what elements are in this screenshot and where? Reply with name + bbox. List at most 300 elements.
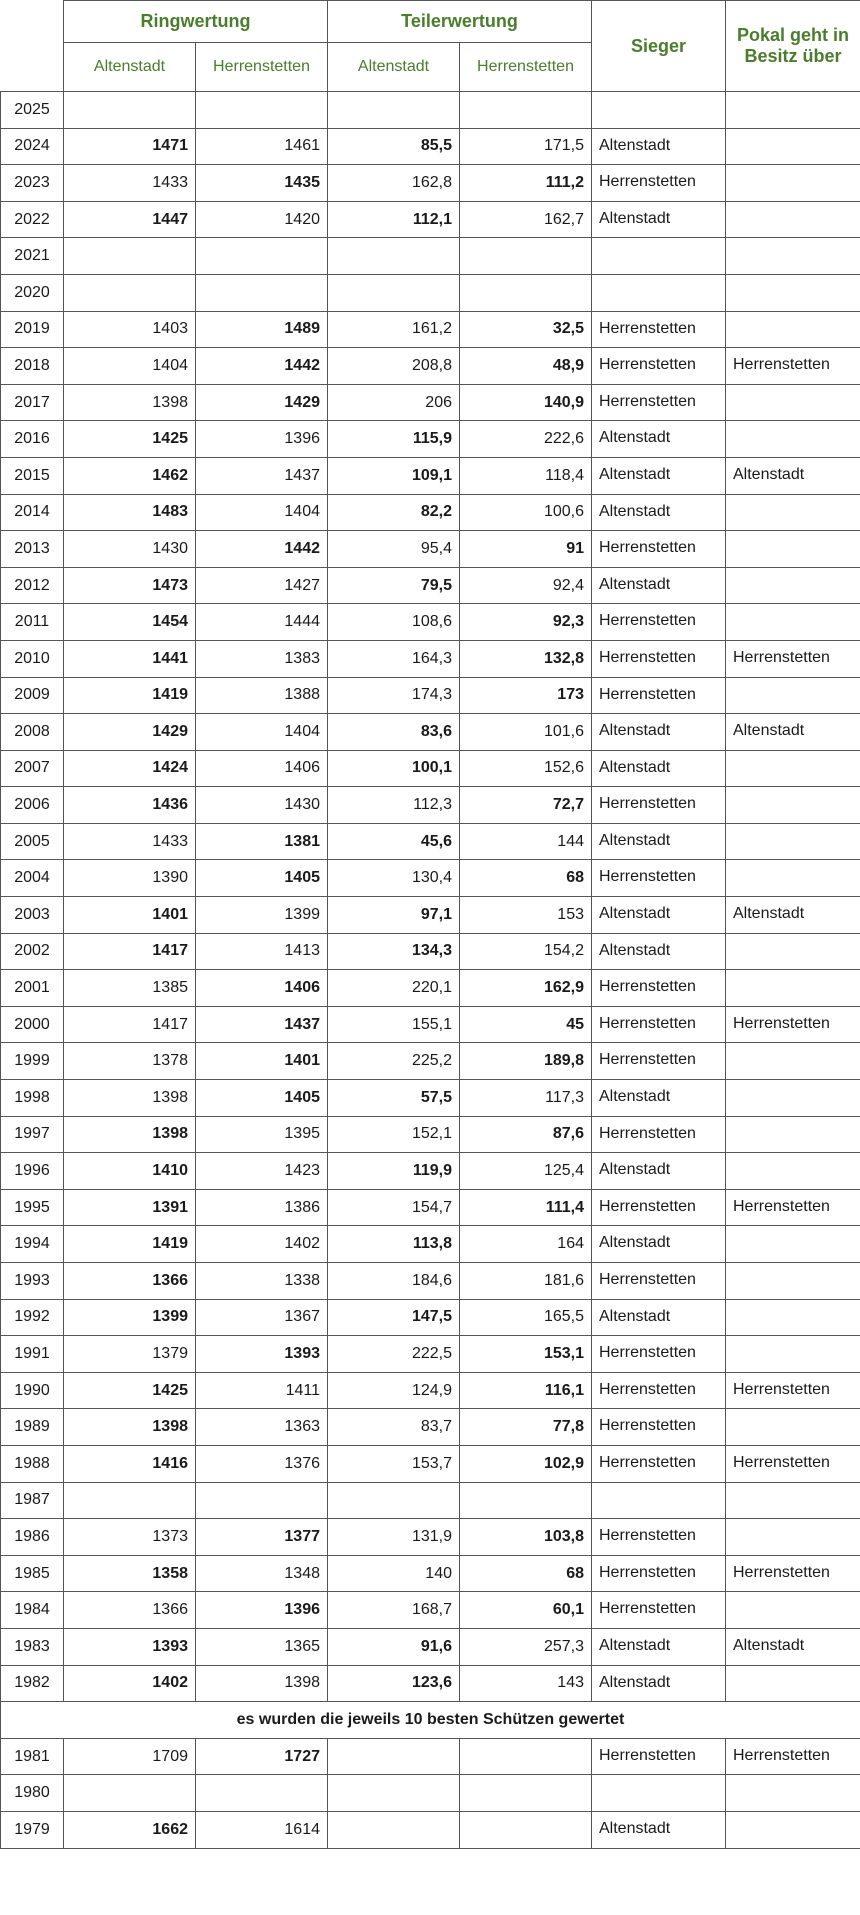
- sieger-cell: Herrenstetten: [592, 1189, 726, 1226]
- pokal-cell: [726, 823, 860, 860]
- teiler-herrenstetten-cell: [460, 238, 592, 275]
- sieger-cell: Altenstadt: [592, 1080, 726, 1117]
- table-row: [1, 348, 860, 385]
- sieger-cell: Altenstadt: [592, 457, 726, 494]
- ring-herrenstetten-cell: 1393: [196, 1336, 328, 1373]
- ring-herrenstetten-cell: 1401: [196, 1043, 328, 1080]
- pokal-cell: [726, 1226, 860, 1263]
- year-cell: 2025: [1, 92, 64, 129]
- table-row: [1, 1665, 860, 1702]
- ring-herrenstetten-cell: [196, 92, 328, 129]
- table-row: [1, 274, 860, 311]
- ring-altenstadt-cell: [64, 274, 196, 311]
- ring-altenstadt-cell: 1398: [64, 1409, 196, 1446]
- ring-herrenstetten-cell: 1727: [196, 1738, 328, 1775]
- table-row: [1, 1519, 860, 1556]
- teiler-herrenstetten-cell: 111,4: [460, 1189, 592, 1226]
- pokal-cell: [726, 1409, 860, 1446]
- year-cell: 1994: [1, 1226, 64, 1263]
- teiler-altenstadt-cell: [328, 274, 460, 311]
- teiler-herrenstetten-cell: 92,3: [460, 604, 592, 641]
- ring-herrenstetten-cell: [196, 274, 328, 311]
- ring-herrenstetten-cell: 1404: [196, 714, 328, 751]
- year-cell: 2000: [1, 1006, 64, 1043]
- year-cell: 1982: [1, 1665, 64, 1702]
- sieger-cell: [592, 238, 726, 275]
- table-row: [1, 1775, 860, 1812]
- sieger-cell: Herrenstetten: [592, 1738, 726, 1775]
- table-row: [1, 238, 860, 275]
- sieger-cell: Herrenstetten: [592, 787, 726, 824]
- table-row: [1, 531, 860, 568]
- teiler-herrenstetten-cell: [460, 92, 592, 129]
- table-row: [1, 201, 860, 238]
- ring-herrenstetten-cell: 1381: [196, 823, 328, 860]
- sieger-cell: Herrenstetten: [592, 1409, 726, 1446]
- table-row: [1, 128, 860, 165]
- year-cell: 2016: [1, 421, 64, 458]
- year-cell: 1983: [1, 1628, 64, 1665]
- pokal-cell: [726, 274, 860, 311]
- teiler-herrenstetten-cell: 162,9: [460, 970, 592, 1007]
- teiler-altenstadt-cell: 134,3: [328, 933, 460, 970]
- table-row: [1, 933, 860, 970]
- ring-altenstadt-cell: [64, 1482, 196, 1519]
- ring-altenstadt-cell: 1404: [64, 348, 196, 385]
- header-teiler-herrenstetten: Herrenstetten: [460, 43, 592, 92]
- sieger-cell: Herrenstetten: [592, 1336, 726, 1373]
- sieger-cell: Herrenstetten: [592, 860, 726, 897]
- ring-herrenstetten-cell: 1404: [196, 494, 328, 531]
- ring-altenstadt-cell: 1483: [64, 494, 196, 531]
- table-row: [1, 384, 860, 421]
- sieger-cell: [592, 92, 726, 129]
- teiler-herrenstetten-cell: 165,5: [460, 1299, 592, 1336]
- ring-altenstadt-cell: 1662: [64, 1811, 196, 1848]
- table-row: [1, 1445, 860, 1482]
- sieger-cell: Altenstadt: [592, 897, 726, 934]
- year-cell: 2017: [1, 384, 64, 421]
- ring-altenstadt-cell: 1425: [64, 1372, 196, 1409]
- ring-herrenstetten-cell: 1396: [196, 421, 328, 458]
- pokal-cell: Herrenstetten: [726, 1006, 860, 1043]
- pokal-cell: [726, 494, 860, 531]
- year-cell: 1984: [1, 1592, 64, 1629]
- table-row: [1, 421, 860, 458]
- sieger-cell: Altenstadt: [592, 1299, 726, 1336]
- teiler-altenstadt-cell: [328, 1738, 460, 1775]
- year-cell: 1988: [1, 1445, 64, 1482]
- teiler-herrenstetten-cell: 222,6: [460, 421, 592, 458]
- ring-altenstadt-cell: 1385: [64, 970, 196, 1007]
- year-cell: 2018: [1, 348, 64, 385]
- teiler-altenstadt-cell: 109,1: [328, 457, 460, 494]
- ring-herrenstetten-cell: 1405: [196, 860, 328, 897]
- teiler-altenstadt-cell: [328, 1482, 460, 1519]
- teiler-herrenstetten-cell: 118,4: [460, 457, 592, 494]
- ring-herrenstetten-cell: 1444: [196, 604, 328, 641]
- ring-herrenstetten-cell: 1396: [196, 1592, 328, 1629]
- ring-altenstadt-cell: 1399: [64, 1299, 196, 1336]
- pokal-cell: Altenstadt: [726, 1628, 860, 1665]
- table-row: [1, 604, 860, 641]
- sieger-cell: Altenstadt: [592, 567, 726, 604]
- pokal-cell: [726, 1592, 860, 1629]
- teiler-herrenstetten-cell: 92,4: [460, 567, 592, 604]
- teiler-herrenstetten-cell: 101,6: [460, 714, 592, 751]
- pokal-cell: Herrenstetten: [726, 1372, 860, 1409]
- table-row: [1, 1409, 860, 1446]
- ring-herrenstetten-cell: 1614: [196, 1811, 328, 1848]
- table-header: [1, 1, 860, 92]
- teiler-altenstadt-cell: 208,8: [328, 348, 460, 385]
- ring-herrenstetten-cell: 1406: [196, 750, 328, 787]
- teiler-altenstadt-cell: 100,1: [328, 750, 460, 787]
- teiler-altenstadt-cell: 174,3: [328, 677, 460, 714]
- teiler-altenstadt-cell: 95,4: [328, 531, 460, 568]
- teiler-herrenstetten-cell: [460, 1482, 592, 1519]
- teiler-herrenstetten-cell: 162,7: [460, 201, 592, 238]
- table-row: [1, 1811, 860, 1848]
- pokal-cell: [726, 1665, 860, 1702]
- table-row: [1, 714, 860, 751]
- sieger-cell: Altenstadt: [592, 714, 726, 751]
- ring-altenstadt-cell: 1417: [64, 933, 196, 970]
- table-row: [1, 165, 860, 202]
- pokal-cell: [726, 567, 860, 604]
- ring-altenstadt-cell: 1401: [64, 897, 196, 934]
- table-body: [1, 92, 860, 1849]
- year-cell: 2009: [1, 677, 64, 714]
- sieger-cell: Herrenstetten: [592, 1445, 726, 1482]
- table-row: [1, 92, 860, 129]
- pokal-cell: [726, 1811, 860, 1848]
- ring-herrenstetten-cell: 1365: [196, 1628, 328, 1665]
- header-teilerwertung: Teilerwertung: [328, 1, 592, 43]
- ring-herrenstetten-cell: 1402: [196, 1226, 328, 1263]
- pokal-cell: [726, 604, 860, 641]
- teiler-altenstadt-cell: [328, 1811, 460, 1848]
- teiler-herrenstetten-cell: 68: [460, 860, 592, 897]
- ring-herrenstetten-cell: 1461: [196, 128, 328, 165]
- header-ringwertung: Ringwertung: [64, 1, 328, 43]
- table-row: [1, 1043, 860, 1080]
- pokal-cell: [726, 421, 860, 458]
- ring-herrenstetten-cell: 1420: [196, 201, 328, 238]
- pokal-cell: [726, 1299, 860, 1336]
- ring-altenstadt-cell: 1454: [64, 604, 196, 641]
- pokal-cell: [726, 1116, 860, 1153]
- ring-altenstadt-cell: 1391: [64, 1189, 196, 1226]
- pokal-cell: Altenstadt: [726, 457, 860, 494]
- table-row: [1, 677, 860, 714]
- ring-herrenstetten-cell: 1435: [196, 165, 328, 202]
- teiler-altenstadt-cell: 206: [328, 384, 460, 421]
- teiler-herrenstetten-cell: 32,5: [460, 311, 592, 348]
- ring-herrenstetten-cell: 1376: [196, 1445, 328, 1482]
- ring-altenstadt-cell: 1398: [64, 384, 196, 421]
- ring-herrenstetten-cell: 1406: [196, 970, 328, 1007]
- pokal-cell: [726, 238, 860, 275]
- teiler-herrenstetten-cell: 87,6: [460, 1116, 592, 1153]
- ring-herrenstetten-cell: 1411: [196, 1372, 328, 1409]
- table-row: [1, 1592, 860, 1629]
- table-row: [1, 567, 860, 604]
- ring-herrenstetten-cell: 1427: [196, 567, 328, 604]
- year-cell: 2003: [1, 897, 64, 934]
- teiler-herrenstetten-cell: 189,8: [460, 1043, 592, 1080]
- ring-herrenstetten-cell: 1437: [196, 457, 328, 494]
- year-cell: 2012: [1, 567, 64, 604]
- year-cell: 1996: [1, 1153, 64, 1190]
- teiler-altenstadt-cell: 124,9: [328, 1372, 460, 1409]
- ring-altenstadt-cell: 1471: [64, 128, 196, 165]
- year-cell: 1989: [1, 1409, 64, 1446]
- pokal-cell: [726, 1153, 860, 1190]
- teiler-altenstadt-cell: 97,1: [328, 897, 460, 934]
- teiler-herrenstetten-cell: 111,2: [460, 165, 592, 202]
- sieger-cell: Herrenstetten: [592, 348, 726, 385]
- teiler-herrenstetten-cell: 181,6: [460, 1263, 592, 1300]
- year-cell: 2022: [1, 201, 64, 238]
- teiler-altenstadt-cell: 130,4: [328, 860, 460, 897]
- teiler-altenstadt-cell: 164,3: [328, 640, 460, 677]
- year-cell: 1985: [1, 1555, 64, 1592]
- ring-altenstadt-cell: 1378: [64, 1043, 196, 1080]
- sieger-cell: Altenstadt: [592, 1226, 726, 1263]
- teiler-altenstadt-cell: [328, 238, 460, 275]
- teiler-altenstadt-cell: 45,6: [328, 823, 460, 860]
- teiler-altenstadt-cell: 108,6: [328, 604, 460, 641]
- ring-herrenstetten-cell: 1395: [196, 1116, 328, 1153]
- sieger-cell: Herrenstetten: [592, 165, 726, 202]
- pokal-cell: Herrenstetten: [726, 1555, 860, 1592]
- ring-altenstadt-cell: [64, 238, 196, 275]
- ring-herrenstetten-cell: 1367: [196, 1299, 328, 1336]
- year-cell: 1997: [1, 1116, 64, 1153]
- teiler-herrenstetten-cell: [460, 1775, 592, 1812]
- year-cell: 1986: [1, 1519, 64, 1556]
- teiler-herrenstetten-cell: 257,3: [460, 1628, 592, 1665]
- teiler-herrenstetten-cell: 152,6: [460, 750, 592, 787]
- year-cell: 2002: [1, 933, 64, 970]
- teiler-herrenstetten-cell: 173: [460, 677, 592, 714]
- ring-altenstadt-cell: [64, 92, 196, 129]
- sieger-cell: Herrenstetten: [592, 1116, 726, 1153]
- header-teiler-altenstadt: Altenstadt: [328, 43, 460, 92]
- sieger-cell: Herrenstetten: [592, 1006, 726, 1043]
- sieger-cell: [592, 1775, 726, 1812]
- ring-altenstadt-cell: 1393: [64, 1628, 196, 1665]
- teiler-herrenstetten-cell: 143: [460, 1665, 592, 1702]
- teiler-altenstadt-cell: 83,6: [328, 714, 460, 751]
- ring-herrenstetten-cell: 1423: [196, 1153, 328, 1190]
- teiler-herrenstetten-cell: 154,2: [460, 933, 592, 970]
- teiler-herrenstetten-cell: 164: [460, 1226, 592, 1263]
- teiler-herrenstetten-cell: 132,8: [460, 640, 592, 677]
- pokal-cell: Herrenstetten: [726, 348, 860, 385]
- table-row: [1, 860, 860, 897]
- teiler-altenstadt-cell: 85,5: [328, 128, 460, 165]
- teiler-herrenstetten-cell: 45: [460, 1006, 592, 1043]
- teiler-herrenstetten-cell: 125,4: [460, 1153, 592, 1190]
- pokal-cell: [726, 92, 860, 129]
- pokal-cell: Herrenstetten: [726, 1445, 860, 1482]
- ring-altenstadt-cell: [64, 1775, 196, 1812]
- ring-herrenstetten-cell: 1430: [196, 787, 328, 824]
- sieger-cell: Herrenstetten: [592, 604, 726, 641]
- header-sieger: Sieger: [592, 1, 726, 92]
- ring-altenstadt-cell: 1709: [64, 1738, 196, 1775]
- teiler-altenstadt-cell: 147,5: [328, 1299, 460, 1336]
- ring-altenstadt-cell: 1473: [64, 567, 196, 604]
- table-row: [1, 1226, 860, 1263]
- sieger-cell: Altenstadt: [592, 933, 726, 970]
- table-row: [1, 1628, 860, 1665]
- teiler-altenstadt-cell: 220,1: [328, 970, 460, 1007]
- table-row: [1, 457, 860, 494]
- teiler-altenstadt-cell: [328, 1775, 460, 1812]
- teiler-herrenstetten-cell: [460, 1811, 592, 1848]
- ring-altenstadt-cell: 1398: [64, 1116, 196, 1153]
- pokal-cell: [726, 787, 860, 824]
- ring-herrenstetten-cell: 1413: [196, 933, 328, 970]
- teiler-altenstadt-cell: 184,6: [328, 1263, 460, 1300]
- ring-herrenstetten-cell: 1437: [196, 1006, 328, 1043]
- sieger-cell: Herrenstetten: [592, 1372, 726, 1409]
- ring-herrenstetten-cell: 1377: [196, 1519, 328, 1556]
- teiler-herrenstetten-cell: [460, 1738, 592, 1775]
- year-cell: 1999: [1, 1043, 64, 1080]
- year-cell: 1981: [1, 1738, 64, 1775]
- table-row: [1, 787, 860, 824]
- ring-altenstadt-cell: 1441: [64, 640, 196, 677]
- ring-altenstadt-cell: 1462: [64, 457, 196, 494]
- table-row: [1, 1006, 860, 1043]
- ring-altenstadt-cell: 1403: [64, 311, 196, 348]
- teiler-altenstadt-cell: 115,9: [328, 421, 460, 458]
- pokal-cell: [726, 677, 860, 714]
- ring-altenstadt-cell: 1410: [64, 1153, 196, 1190]
- teiler-altenstadt-cell: 131,9: [328, 1519, 460, 1556]
- table-row: [1, 1555, 860, 1592]
- pokal-cell: [726, 384, 860, 421]
- teiler-herrenstetten-cell: 48,9: [460, 348, 592, 385]
- teiler-altenstadt-cell: 152,1: [328, 1116, 460, 1153]
- sieger-cell: Herrenstetten: [592, 677, 726, 714]
- year-cell: 1993: [1, 1263, 64, 1300]
- teiler-herrenstetten-cell: 116,1: [460, 1372, 592, 1409]
- sieger-cell: Herrenstetten: [592, 1519, 726, 1556]
- pokal-cell: [726, 1336, 860, 1373]
- pokal-cell: [726, 1482, 860, 1519]
- pokal-cell: [726, 531, 860, 568]
- year-cell: 2019: [1, 311, 64, 348]
- year-cell: 1990: [1, 1372, 64, 1409]
- sieger-cell: Altenstadt: [592, 1153, 726, 1190]
- teiler-herrenstetten-cell: 102,9: [460, 1445, 592, 1482]
- ring-altenstadt-cell: 1366: [64, 1263, 196, 1300]
- ring-herrenstetten-cell: 1388: [196, 677, 328, 714]
- sieger-cell: Altenstadt: [592, 823, 726, 860]
- teiler-herrenstetten-cell: 140,9: [460, 384, 592, 421]
- note-cell: es wurden die jeweils 10 besten Schützen gewertet: [1, 1702, 860, 1739]
- year-cell: 2013: [1, 531, 64, 568]
- teiler-altenstadt-cell: 91,6: [328, 1628, 460, 1665]
- teiler-altenstadt-cell: 154,7: [328, 1189, 460, 1226]
- teiler-altenstadt-cell: 168,7: [328, 1592, 460, 1629]
- ring-herrenstetten-cell: 1405: [196, 1080, 328, 1117]
- ring-herrenstetten-cell: 1398: [196, 1665, 328, 1702]
- note-row: [1, 1702, 860, 1739]
- teiler-altenstadt-cell: 162,8: [328, 165, 460, 202]
- table-row: [1, 1263, 860, 1300]
- pokal-cell: Herrenstetten: [726, 1738, 860, 1775]
- ring-altenstadt-cell: 1433: [64, 823, 196, 860]
- ring-altenstadt-cell: 1436: [64, 787, 196, 824]
- table-row: [1, 311, 860, 348]
- teiler-herrenstetten-cell: 91: [460, 531, 592, 568]
- ring-altenstadt-cell: 1425: [64, 421, 196, 458]
- ring-altenstadt-cell: 1398: [64, 1080, 196, 1117]
- table-row: [1, 640, 860, 677]
- header-ring-altenstadt: Altenstadt: [64, 43, 196, 92]
- year-cell: 1980: [1, 1775, 64, 1812]
- pokal-cell: [726, 1775, 860, 1812]
- sieger-cell: Herrenstetten: [592, 640, 726, 677]
- ring-altenstadt-cell: 1419: [64, 1226, 196, 1263]
- pokal-cell: [726, 750, 860, 787]
- sieger-cell: Altenstadt: [592, 494, 726, 531]
- ring-herrenstetten-cell: [196, 1482, 328, 1519]
- teiler-herrenstetten-cell: 60,1: [460, 1592, 592, 1629]
- ring-herrenstetten-cell: [196, 238, 328, 275]
- teiler-herrenstetten-cell: 153,1: [460, 1336, 592, 1373]
- ring-altenstadt-cell: 1433: [64, 165, 196, 202]
- ring-altenstadt-cell: 1366: [64, 1592, 196, 1629]
- table-row: [1, 494, 860, 531]
- ring-herrenstetten-cell: 1363: [196, 1409, 328, 1446]
- table-row: [1, 1189, 860, 1226]
- teiler-herrenstetten-cell: 144: [460, 823, 592, 860]
- year-cell: 1991: [1, 1336, 64, 1373]
- pokal-cell: Herrenstetten: [726, 640, 860, 677]
- pokal-cell: [726, 860, 860, 897]
- year-cell: 2024: [1, 128, 64, 165]
- teiler-altenstadt-cell: 79,5: [328, 567, 460, 604]
- pokal-cell: [726, 933, 860, 970]
- sieger-cell: [592, 274, 726, 311]
- pokal-cell: [726, 1080, 860, 1117]
- ring-altenstadt-cell: 1373: [64, 1519, 196, 1556]
- ring-altenstadt-cell: 1429: [64, 714, 196, 751]
- header-ring-herrenstetten: Herrenstetten: [196, 43, 328, 92]
- year-cell: 2008: [1, 714, 64, 751]
- ring-altenstadt-cell: 1416: [64, 1445, 196, 1482]
- teiler-altenstadt-cell: 222,5: [328, 1336, 460, 1373]
- sieger-cell: Altenstadt: [592, 1665, 726, 1702]
- teiler-herrenstetten-cell: 100,6: [460, 494, 592, 531]
- pokal-cell: Altenstadt: [726, 714, 860, 751]
- teiler-altenstadt-cell: 83,7: [328, 1409, 460, 1446]
- year-cell: 2014: [1, 494, 64, 531]
- ring-altenstadt-cell: 1430: [64, 531, 196, 568]
- table-row: [1, 1080, 860, 1117]
- table-row: [1, 750, 860, 787]
- ring-herrenstetten-cell: 1489: [196, 311, 328, 348]
- year-cell: 2005: [1, 823, 64, 860]
- sieger-cell: Altenstadt: [592, 201, 726, 238]
